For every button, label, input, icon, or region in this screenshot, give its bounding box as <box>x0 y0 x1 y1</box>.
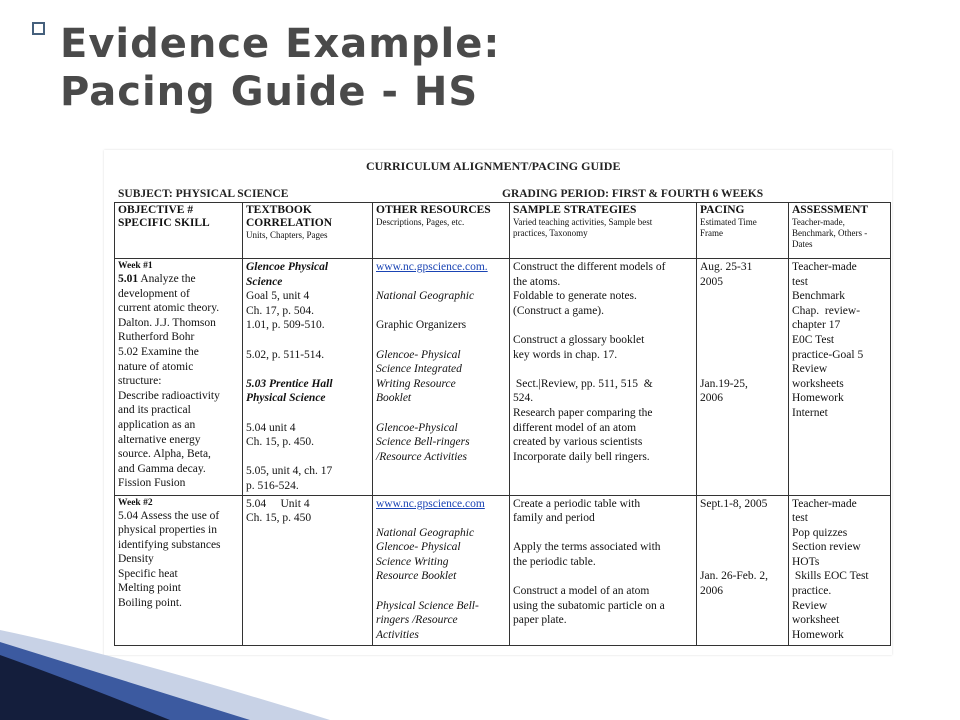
cell-line: and Gamma decay. <box>118 462 206 475</box>
line-spacer <box>700 555 785 570</box>
column-title: SPECIFIC SKILL <box>118 217 210 229</box>
cell-line: 5.02 Examine the <box>118 345 199 358</box>
cell-line: HOTs <box>792 555 820 568</box>
cell-line: 2006 <box>700 585 723 598</box>
cell-line: Research paper comparing the <box>513 406 653 419</box>
line-spacer <box>700 333 785 348</box>
cell-line: Graphic Organizers <box>376 319 467 332</box>
cell-line: Homework <box>792 628 844 641</box>
cell-line: Glencoe-Physical <box>376 421 458 434</box>
cell-line: (Construct a game). <box>513 304 605 317</box>
cell-line: test <box>792 512 808 525</box>
cell-line: Construct a model of an atom <box>513 585 650 598</box>
cell-line: Jan.19-25, <box>700 377 748 390</box>
line-spacer <box>700 348 785 363</box>
cell-line: Density <box>118 553 154 566</box>
column-subtitle: Descriptions, Pages, etc. <box>376 217 465 227</box>
cell-line: 5.02, p. 511-514. <box>246 348 325 361</box>
column-header-strategies <box>510 203 697 259</box>
cell-line: Specific heat <box>118 567 178 580</box>
line-spacer <box>513 526 693 541</box>
cell-line: Booklet <box>376 392 412 405</box>
cell-line: Aug. 25-31 <box>700 261 753 273</box>
cell-line: 524. <box>513 392 534 405</box>
cell-line: Create a periodic table with <box>513 497 641 510</box>
cell-line: Section review <box>792 541 861 554</box>
cell-textbook <box>243 259 373 496</box>
cell-line: Glencoe- Physical <box>376 348 461 361</box>
column-title: TEXTBOOK <box>246 204 312 216</box>
line-spacer <box>513 318 693 333</box>
cell-assessment <box>789 495 891 645</box>
week-label: Week #1 <box>118 261 153 271</box>
line-spacer <box>376 275 506 290</box>
slide-title-line-2: Pacing Guide - HS <box>60 69 479 115</box>
column-subtitle: Frame <box>700 228 723 238</box>
line-spacer <box>700 526 785 541</box>
cell-line: worksheet <box>792 614 840 627</box>
cell-line: E0C Test <box>792 333 835 346</box>
slide-title <box>60 20 500 116</box>
cell-line: structure: <box>118 375 162 388</box>
column-title: PACING <box>700 204 745 216</box>
cell-line: Describe radioactivity <box>118 389 220 402</box>
cell-pacing <box>697 259 789 496</box>
cell-line: Foldable to generate notes. <box>513 290 637 303</box>
cell-line: Skills EOC Test <box>792 570 869 583</box>
cell-line: Ch. 15, p. 450 <box>246 512 312 525</box>
column-title: ASSESSMENT <box>792 204 869 216</box>
cell-assessment <box>789 259 891 496</box>
cell-line: Fission Fusion <box>118 477 186 490</box>
cell-strategies <box>510 259 697 496</box>
line-spacer <box>246 406 369 421</box>
cell-line: current atomic theory. <box>118 302 220 315</box>
cell-line: Dalton. J.J. Thomson <box>118 316 216 329</box>
cell-line: Resource Booklet <box>376 570 457 583</box>
cell-line: 5.05, unit 4, ch. 17 <box>246 465 333 478</box>
cell-line: Glencoe Physical <box>246 261 329 273</box>
cell-line: Chap. review- <box>792 304 861 317</box>
cell-line: National Geographic <box>376 290 475 303</box>
objective-number: 5.01 <box>118 273 139 285</box>
cell-line: created by various scientists <box>513 436 643 449</box>
column-title: OTHER RESOURCES <box>376 204 491 216</box>
cell-line: 2006 <box>700 392 723 405</box>
cell-line: Teacher-made <box>792 497 857 510</box>
cell-objective <box>115 259 243 496</box>
line-spacer <box>700 304 785 319</box>
cell-line: different model of an atom <box>513 421 637 434</box>
cell-line: Pop quizzes <box>792 526 848 539</box>
cell-line: 1.01, p. 509-510. <box>246 319 325 332</box>
cell-line: using the subatomic particle on a <box>513 599 665 612</box>
cell-line: Construct the different models of <box>513 261 666 273</box>
column-subtitle: Estimated Time <box>700 217 757 227</box>
cell-line: 5.04 Unit 4 <box>246 497 310 510</box>
cell-line: Physical Science Bell- <box>376 599 479 612</box>
cell-line: p. 516-524. <box>246 479 299 492</box>
cell-line: Sept.1-8, 2005 <box>700 497 768 510</box>
cell-line: key words in chap. 17. <box>513 348 618 361</box>
cell-line: practice. <box>792 585 832 598</box>
cell-line: Ch. 15, p. 450. <box>246 436 315 449</box>
line-spacer <box>376 304 506 319</box>
cell-line: 5.04 unit 4 <box>246 421 296 434</box>
cell-line: Glencoe- Physical <box>376 541 461 554</box>
column-header-textbook <box>243 203 373 259</box>
line-spacer <box>246 362 369 377</box>
column-title: OBJECTIVE # <box>118 204 194 216</box>
document-heading: CURRICULUM ALIGNMENT/PACING GUIDE <box>366 159 621 173</box>
cell-line: chapter 17 <box>792 319 841 332</box>
document-image <box>104 150 892 655</box>
pacing-guide-table <box>114 202 891 646</box>
title-bullet-icon <box>32 22 45 35</box>
cell-resources <box>373 495 510 645</box>
column-header-assessment <box>789 203 891 259</box>
cell-line: physical properties in <box>118 524 218 537</box>
line-spacer <box>700 318 785 333</box>
column-subtitle: Units, Chapters, Pages <box>246 230 328 240</box>
cell-line: Science Writing <box>376 555 449 568</box>
table-row <box>115 259 891 496</box>
column-subtitle: Dates <box>792 239 813 249</box>
cell-line: Construct a glossary booklet <box>513 333 645 346</box>
cell-line: paper plate. <box>513 614 567 627</box>
column-header-pacing <box>697 203 789 259</box>
cell-line: Goal 5, unit 4 <box>246 290 310 303</box>
cell-line: Science Integrated <box>376 363 462 376</box>
line-spacer <box>246 450 369 465</box>
cell-line: practice-Goal 5 <box>792 348 864 361</box>
cell-line: application as an <box>118 418 196 431</box>
cell-line: Internet <box>792 406 828 419</box>
slide-title-line-1: Evidence Example: <box>60 21 501 67</box>
column-header-objective <box>115 203 243 259</box>
cell-line: 5.03 Prentice Hall <box>246 377 333 390</box>
cell-line: development of <box>118 287 190 300</box>
cell-line: the atoms. <box>513 275 561 288</box>
cell-line: family and period <box>513 512 595 525</box>
cell-line: Apply the terms associated with <box>513 541 661 554</box>
cell-line: Incorporate daily bell ringers. <box>513 450 650 463</box>
cell-line: worksheets <box>792 377 844 390</box>
resource-link[interactable]: www.nc.gpscience.com. <box>376 261 488 273</box>
cell-resources <box>373 259 510 496</box>
column-title: SAMPLE STRATEGIES <box>513 204 637 216</box>
cell-line: Science Bell-ringers <box>376 436 470 449</box>
line-spacer <box>376 406 506 421</box>
cell-pacing <box>697 495 789 645</box>
cell-line: Jan. 26-Feb. 2, <box>700 570 769 583</box>
week-label: Week #2 <box>118 497 153 508</box>
document-subject: SUBJECT: PHYSICAL SCIENCE <box>118 188 289 200</box>
cell-line: Teacher-made <box>792 261 857 273</box>
cell-line: /Resource Activities <box>376 450 468 463</box>
cell-line: identifying substances <box>118 538 221 551</box>
resource-link[interactable]: www.nc.gpscience.com <box>376 497 485 510</box>
line-spacer <box>513 362 693 377</box>
cell-line: 5.04 Assess the use of <box>118 509 220 522</box>
line-spacer <box>513 569 693 584</box>
cell-line: Science <box>246 275 283 288</box>
column-subtitle: practices, Taxonomy <box>513 228 588 238</box>
cell-line: Ch. 17, p. 504. <box>246 304 315 317</box>
cell-line: alternative energy <box>118 433 201 446</box>
column-subtitle: Benchmark, Others - <box>792 228 868 238</box>
cell-line: source. Alpha, Beta, <box>118 448 211 461</box>
cell-line: Activities <box>376 628 419 641</box>
cell-line: 2005 <box>700 275 723 288</box>
line-spacer <box>700 511 785 526</box>
cell-line: National Geographic <box>376 526 475 539</box>
column-title: CORRELATION <box>246 217 333 229</box>
line-spacer <box>700 362 785 377</box>
cell-line: the periodic table. <box>513 555 596 568</box>
cell-line: Sect.|Review, pp. 511, 515 & <box>513 377 653 390</box>
cell-line: ringers /Resource <box>376 614 458 627</box>
cell-line: test <box>792 275 808 288</box>
column-header-resources <box>373 203 510 259</box>
document-grading-period: GRADING PERIOD: FIRST & FOURTH 6 WEEKS <box>502 188 764 200</box>
line-spacer <box>700 540 785 555</box>
cell-strategies <box>510 495 697 645</box>
cell-line: Rutherford Bohr <box>118 331 195 344</box>
cell-line: Melting point <box>118 582 181 595</box>
cell-line: Homework <box>792 392 844 405</box>
cell-line: nature of atomic <box>118 360 194 373</box>
cell-line: 5.01 Analyze the <box>118 273 196 285</box>
line-spacer <box>376 511 506 526</box>
cell-line: Benchmark <box>792 290 846 303</box>
cell-line: Review <box>792 599 828 612</box>
cell-line: Physical Science <box>246 392 326 405</box>
cell-line: and its practical <box>118 404 191 417</box>
line-spacer <box>376 333 506 348</box>
cell-line: Writing Resource <box>376 377 456 390</box>
cell-line: Review <box>792 363 828 376</box>
line-spacer <box>700 289 785 304</box>
line-spacer <box>246 333 369 348</box>
column-subtitle: Teacher-made, <box>792 217 845 227</box>
table-header-row <box>115 203 891 259</box>
decorative-wave-graphic <box>0 600 330 720</box>
cell-line: Boiling point. <box>118 597 182 610</box>
column-subtitle: Varied teaching activities, Sample best <box>513 217 653 227</box>
line-spacer <box>376 584 506 599</box>
